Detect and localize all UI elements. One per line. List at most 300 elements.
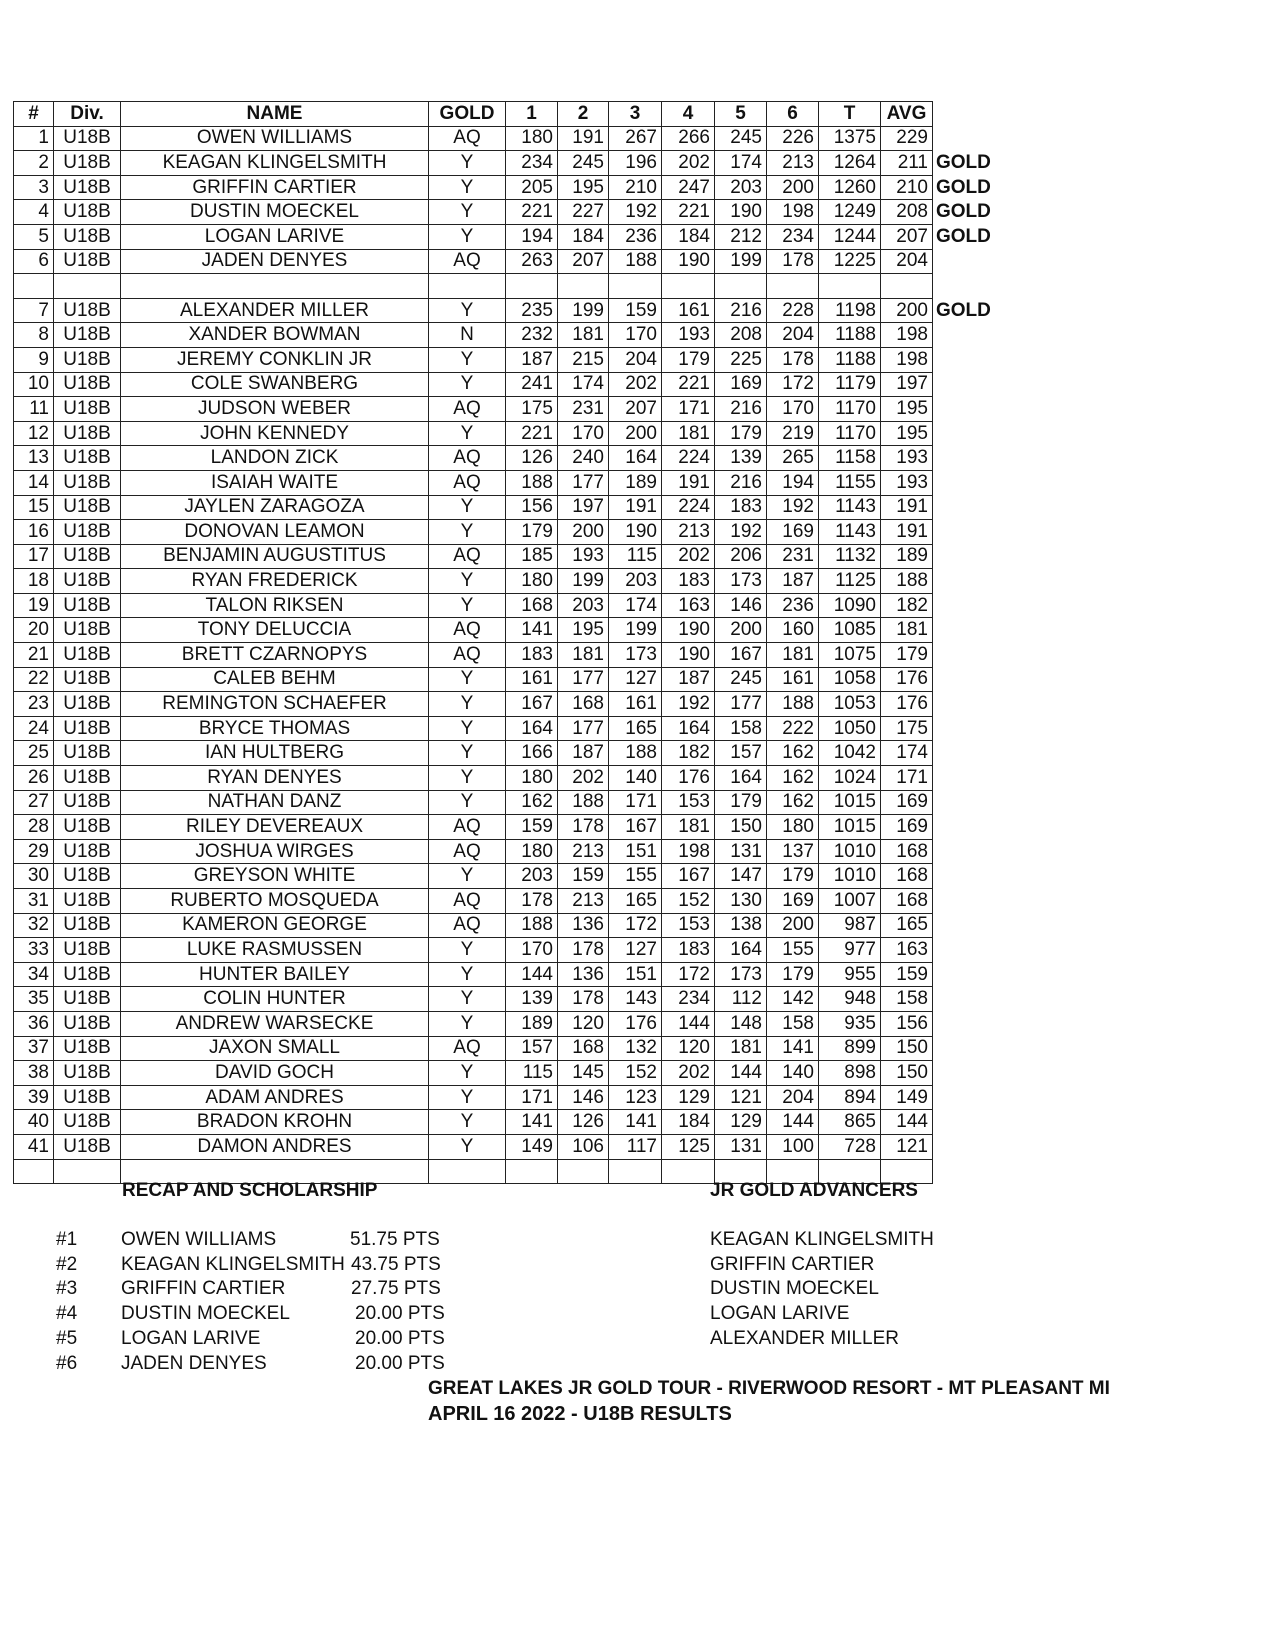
rank-cell: 32 xyxy=(14,913,54,938)
division-cell: U18B xyxy=(54,667,121,692)
result-row xyxy=(14,1134,1003,1159)
game-6-score: 162 xyxy=(767,741,819,766)
gold-status-cell: AQ xyxy=(429,470,506,495)
total-score: 1225 xyxy=(819,249,881,274)
game-5-score: 212 xyxy=(715,224,767,249)
gold-status-cell: Y xyxy=(429,741,506,766)
division-cell: U18B xyxy=(54,397,121,422)
advancer-name: LOGAN LARIVE xyxy=(710,1303,850,1324)
rank-cell: 26 xyxy=(14,766,54,791)
game-1-score: 221 xyxy=(506,200,558,225)
game-5-score: 183 xyxy=(715,495,767,520)
name-cell: DAVID GOCH xyxy=(121,1061,429,1086)
rank-cell: 17 xyxy=(14,544,54,569)
gold-advancer-mark xyxy=(933,766,1003,791)
game-6-score: 142 xyxy=(767,987,819,1012)
game-1-score xyxy=(506,274,558,299)
game-5-score: 173 xyxy=(715,962,767,987)
gold-status-cell: Y xyxy=(429,520,506,545)
game-4-score: 266 xyxy=(662,126,715,151)
gold-status-cell: AQ xyxy=(429,913,506,938)
average-score: 168 xyxy=(881,889,933,914)
rank-cell: 37 xyxy=(14,1036,54,1061)
division-cell: U18B xyxy=(54,962,121,987)
game-3-score: 189 xyxy=(609,470,662,495)
name-cell: ISAIAH WAITE xyxy=(121,470,429,495)
result-row xyxy=(14,889,1003,914)
average-score: 171 xyxy=(881,766,933,791)
rank-cell: 13 xyxy=(14,446,54,471)
game-1-score: 171 xyxy=(506,1085,558,1110)
name-cell: NATHAN DANZ xyxy=(121,790,429,815)
result-row xyxy=(14,667,1003,692)
gold-status-cell: Y xyxy=(429,1085,506,1110)
game-4-score: 184 xyxy=(662,224,715,249)
game-6-score: 222 xyxy=(767,716,819,741)
total-score: 1042 xyxy=(819,741,881,766)
total-score: 1155 xyxy=(819,470,881,495)
game-3-score: 151 xyxy=(609,839,662,864)
game-6-score: 228 xyxy=(767,298,819,323)
game-6-score: 178 xyxy=(767,347,819,372)
game-5-score: 158 xyxy=(715,716,767,741)
game-3-score: 192 xyxy=(609,200,662,225)
game-5-score: 179 xyxy=(715,421,767,446)
average-score: 168 xyxy=(881,839,933,864)
game-1-score: 167 xyxy=(506,692,558,717)
gold-advancer-mark xyxy=(933,126,1003,151)
gold-advancer-mark: GOLD xyxy=(936,299,991,321)
game-6-score xyxy=(767,274,819,299)
rank-cell: 39 xyxy=(14,1085,54,1110)
division-cell: U18B xyxy=(54,864,121,889)
game-1-score: 263 xyxy=(506,249,558,274)
game-5-score: 131 xyxy=(715,839,767,864)
gold-advancer-mark xyxy=(933,544,1003,569)
header-row xyxy=(14,102,1003,127)
game-5-score: 199 xyxy=(715,249,767,274)
game-1-score: 187 xyxy=(506,347,558,372)
game-5-score: 139 xyxy=(715,446,767,471)
game-3-score: 188 xyxy=(609,741,662,766)
game-1-score: 166 xyxy=(506,741,558,766)
game-3-score: 204 xyxy=(609,347,662,372)
result-row xyxy=(14,520,1003,545)
game-4-score: 181 xyxy=(662,421,715,446)
recap-name: DUSTIN MOECKEL xyxy=(121,1303,290,1324)
total-score: 1132 xyxy=(819,544,881,569)
game-2-score: 200 xyxy=(558,520,609,545)
rank-cell xyxy=(14,1159,54,1184)
result-row xyxy=(14,224,1003,249)
game-3-score: 141 xyxy=(609,1110,662,1135)
game-4-score: 179 xyxy=(662,347,715,372)
game-5-score: 216 xyxy=(715,298,767,323)
game-1-score: 141 xyxy=(506,618,558,643)
game-4-score: 167 xyxy=(662,864,715,889)
gold-status-cell: AQ xyxy=(429,544,506,569)
game-6-score: 162 xyxy=(767,790,819,815)
division-cell: U18B xyxy=(54,200,121,225)
name-cell: BENJAMIN AUGUSTITUS xyxy=(121,544,429,569)
result-row xyxy=(14,1061,1003,1086)
gold-advancer-mark xyxy=(933,716,1003,741)
total-score: 1188 xyxy=(819,347,881,372)
game-1-score: 188 xyxy=(506,470,558,495)
game-2-score xyxy=(558,274,609,299)
name-cell: BRADON KROHN xyxy=(121,1110,429,1135)
game-4-score xyxy=(662,1159,715,1184)
name-cell: GRIFFIN CARTIER xyxy=(121,175,429,200)
game-4-score: 153 xyxy=(662,913,715,938)
game-5-score: 144 xyxy=(715,1061,767,1086)
game-5-score: 216 xyxy=(715,470,767,495)
gold-advancer-mark xyxy=(933,347,1003,372)
gold-status-cell: Y xyxy=(429,864,506,889)
gold-advancer-mark xyxy=(933,1159,1003,1184)
total-score: 987 xyxy=(819,913,881,938)
game-2-score: 159 xyxy=(558,864,609,889)
game-3-score xyxy=(609,1159,662,1184)
game-4-score: 176 xyxy=(662,766,715,791)
rank-cell: 3 xyxy=(14,175,54,200)
gold-status-cell: AQ xyxy=(429,249,506,274)
game-1-score: 175 xyxy=(506,397,558,422)
rank-cell: 30 xyxy=(14,864,54,889)
col-header-gold: GOLD xyxy=(429,102,506,127)
result-row xyxy=(14,618,1003,643)
gold-status-cell: N xyxy=(429,323,506,348)
division-cell: U18B xyxy=(54,938,121,963)
average-score: 175 xyxy=(881,716,933,741)
rank-cell: 7 xyxy=(14,298,54,323)
game-6-score: 192 xyxy=(767,495,819,520)
total-score: 1053 xyxy=(819,692,881,717)
game-4-score: 198 xyxy=(662,839,715,864)
total-score: 1010 xyxy=(819,864,881,889)
results-body xyxy=(14,126,1003,1184)
game-5-score: 203 xyxy=(715,175,767,200)
division-cell: U18B xyxy=(54,1011,121,1036)
name-cell: DONOVAN LEAMON xyxy=(121,520,429,545)
gold-status-cell: Y xyxy=(429,298,506,323)
gold-advancer-mark xyxy=(933,643,1003,668)
game-1-score: 161 xyxy=(506,667,558,692)
game-4-score: 120 xyxy=(662,1036,715,1061)
game-6-score: 213 xyxy=(767,151,819,176)
recap-points: 20.00 PTS xyxy=(355,1328,445,1349)
recap-name: LOGAN LARIVE xyxy=(121,1328,261,1349)
game-5-score: 164 xyxy=(715,766,767,791)
total-score: 935 xyxy=(819,1011,881,1036)
division-cell: U18B xyxy=(54,520,121,545)
game-1-score: 188 xyxy=(506,913,558,938)
rank-cell: 4 xyxy=(14,200,54,225)
game-1-score xyxy=(506,1159,558,1184)
game-6-score: 234 xyxy=(767,224,819,249)
total-score: 1024 xyxy=(819,766,881,791)
game-3-score: 140 xyxy=(609,766,662,791)
total-score: 1264 xyxy=(819,151,881,176)
result-row xyxy=(14,151,1003,176)
total-score: 1015 xyxy=(819,815,881,840)
name-cell: TALON RIKSEN xyxy=(121,593,429,618)
name-cell: GREYSON WHITE xyxy=(121,864,429,889)
total-score: 1375 xyxy=(819,126,881,151)
game-3-score: 123 xyxy=(609,1085,662,1110)
game-1-score: 205 xyxy=(506,175,558,200)
game-2-score: 106 xyxy=(558,1134,609,1159)
result-row xyxy=(14,815,1003,840)
game-3-score: 172 xyxy=(609,913,662,938)
game-4-score: 202 xyxy=(662,544,715,569)
average-score: 195 xyxy=(881,421,933,446)
game-2-score: 178 xyxy=(558,938,609,963)
game-6-score: 198 xyxy=(767,200,819,225)
division-cell: U18B xyxy=(54,1061,121,1086)
game-2-score: 174 xyxy=(558,372,609,397)
name-cell: JEREMY CONKLIN JR xyxy=(121,347,429,372)
average-score: 163 xyxy=(881,938,933,963)
game-4-score: 191 xyxy=(662,470,715,495)
total-score: 948 xyxy=(819,987,881,1012)
game-2-score: 187 xyxy=(558,741,609,766)
name-cell: COLIN HUNTER xyxy=(121,987,429,1012)
gold-advancer-mark xyxy=(933,593,1003,618)
result-row xyxy=(14,962,1003,987)
division-cell xyxy=(54,1159,121,1184)
name-cell: BRETT CZARNOPYS xyxy=(121,643,429,668)
average-score: 156 xyxy=(881,1011,933,1036)
result-row xyxy=(14,766,1003,791)
gold-status-cell: Y xyxy=(429,790,506,815)
average-score: 188 xyxy=(881,569,933,594)
game-6-score: 169 xyxy=(767,520,819,545)
result-row xyxy=(14,938,1003,963)
game-1-score: 157 xyxy=(506,1036,558,1061)
game-2-score: 199 xyxy=(558,298,609,323)
game-4-score: 202 xyxy=(662,1061,715,1086)
gold-status-cell: Y xyxy=(429,692,506,717)
result-row xyxy=(14,347,1003,372)
game-3-score: 171 xyxy=(609,790,662,815)
average-score: 159 xyxy=(881,962,933,987)
gold-advancer-mark xyxy=(933,397,1003,422)
total-score: 1007 xyxy=(819,889,881,914)
gold-advancer-mark: GOLD xyxy=(936,201,991,223)
col-header-avg: AVG xyxy=(881,102,933,127)
game-5-score: 129 xyxy=(715,1110,767,1135)
recap-title: RECAP AND SCHOLARSHIP xyxy=(122,1180,378,1201)
game-3-score: 165 xyxy=(609,716,662,741)
game-6-score: 144 xyxy=(767,1110,819,1135)
col-header-game-3: 3 xyxy=(609,102,662,127)
results-subtitle: APRIL 16 2022 - U18B RESULTS xyxy=(428,1403,732,1425)
gold-status-cell: Y xyxy=(429,421,506,446)
game-5-score: 148 xyxy=(715,1011,767,1036)
rank-cell: 36 xyxy=(14,1011,54,1036)
game-3-score: 176 xyxy=(609,1011,662,1036)
average-score: 191 xyxy=(881,520,933,545)
game-2-score: 202 xyxy=(558,766,609,791)
rank-cell: 19 xyxy=(14,593,54,618)
name-cell: LANDON ZICK xyxy=(121,446,429,471)
recap-points: 20.00 PTS xyxy=(355,1353,445,1374)
game-5-score: 225 xyxy=(715,347,767,372)
result-row xyxy=(14,790,1003,815)
game-6-score: 236 xyxy=(767,593,819,618)
game-6-score: 178 xyxy=(767,249,819,274)
result-row xyxy=(14,643,1003,668)
game-4-score: 161 xyxy=(662,298,715,323)
total-score: 1143 xyxy=(819,520,881,545)
gold-status-cell: Y xyxy=(429,569,506,594)
total-score: 1158 xyxy=(819,446,881,471)
game-2-score: 227 xyxy=(558,200,609,225)
game-1-score: 149 xyxy=(506,1134,558,1159)
division-cell: U18B xyxy=(54,126,121,151)
game-2-score: 181 xyxy=(558,323,609,348)
gold-advancer-mark xyxy=(933,667,1003,692)
gold-advancer-mark xyxy=(933,987,1003,1012)
average-score: 193 xyxy=(881,470,933,495)
name-cell: XANDER BOWMAN xyxy=(121,323,429,348)
game-1-score: 164 xyxy=(506,716,558,741)
game-4-score: 221 xyxy=(662,200,715,225)
division-cell: U18B xyxy=(54,249,121,274)
result-row xyxy=(14,372,1003,397)
gold-advancer-mark xyxy=(933,495,1003,520)
game-2-score: 215 xyxy=(558,347,609,372)
division-cell: U18B xyxy=(54,716,121,741)
average-score: 158 xyxy=(881,987,933,1012)
rank-cell: 12 xyxy=(14,421,54,446)
game-4-score: 193 xyxy=(662,323,715,348)
gold-advancer-mark xyxy=(933,274,1003,299)
gold-status-cell: AQ xyxy=(429,839,506,864)
total-score: 1090 xyxy=(819,593,881,618)
game-4-score: 213 xyxy=(662,520,715,545)
game-3-score: 127 xyxy=(609,938,662,963)
gold-advancer-mark xyxy=(933,913,1003,938)
game-1-score: 194 xyxy=(506,224,558,249)
result-row xyxy=(14,175,1003,200)
game-2-score: 168 xyxy=(558,692,609,717)
game-5-score: 181 xyxy=(715,1036,767,1061)
col-header-rank: # xyxy=(14,102,54,127)
game-3-score: 117 xyxy=(609,1134,662,1159)
game-4-score: 224 xyxy=(662,495,715,520)
average-score: 198 xyxy=(881,323,933,348)
total-score: 1198 xyxy=(819,298,881,323)
average-score: 165 xyxy=(881,913,933,938)
name-cell: RYAN FREDERICK xyxy=(121,569,429,594)
game-3-score: 188 xyxy=(609,249,662,274)
gold-status-cell: Y xyxy=(429,495,506,520)
average-score: 208 xyxy=(881,200,933,225)
gold-advancer-mark xyxy=(933,741,1003,766)
average-score: 169 xyxy=(881,790,933,815)
gold-advancer-mark xyxy=(933,470,1003,495)
game-3-score: 152 xyxy=(609,1061,662,1086)
game-2-score: 177 xyxy=(558,667,609,692)
result-row xyxy=(14,716,1003,741)
total-score: 1170 xyxy=(819,397,881,422)
name-cell: DAMON ANDRES xyxy=(121,1134,429,1159)
division-cell: U18B xyxy=(54,593,121,618)
gold-status-cell: Y xyxy=(429,224,506,249)
game-6-score: 194 xyxy=(767,470,819,495)
division-cell: U18B xyxy=(54,470,121,495)
total-score xyxy=(819,274,881,299)
total-score: 894 xyxy=(819,1085,881,1110)
division-cell: U18B xyxy=(54,839,121,864)
game-6-score: 160 xyxy=(767,618,819,643)
advancers-title: JR GOLD ADVANCERS xyxy=(710,1180,918,1201)
gold-status-cell: Y xyxy=(429,347,506,372)
name-cell: LUKE RASMUSSEN xyxy=(121,938,429,963)
game-3-score: 115 xyxy=(609,544,662,569)
game-6-score: 140 xyxy=(767,1061,819,1086)
total-score: 1125 xyxy=(819,569,881,594)
average-score: 176 xyxy=(881,667,933,692)
game-5-score: 177 xyxy=(715,692,767,717)
game-3-score: 174 xyxy=(609,593,662,618)
game-6-score: 188 xyxy=(767,692,819,717)
game-6-score: 162 xyxy=(767,766,819,791)
game-1-score: 232 xyxy=(506,323,558,348)
col-header-game-6: 6 xyxy=(767,102,819,127)
game-1-score: 241 xyxy=(506,372,558,397)
division-cell: U18B xyxy=(54,544,121,569)
gold-advancer-mark xyxy=(933,569,1003,594)
game-5-score: 190 xyxy=(715,200,767,225)
recap-place: #5 xyxy=(56,1328,78,1349)
rank-cell: 31 xyxy=(14,889,54,914)
game-6-score: 169 xyxy=(767,889,819,914)
game-4-score: 190 xyxy=(662,643,715,668)
recap-place: #6 xyxy=(56,1353,78,1374)
total-score: 1170 xyxy=(819,421,881,446)
game-1-score: 189 xyxy=(506,1011,558,1036)
game-2-score: 120 xyxy=(558,1011,609,1036)
gold-advancer-mark xyxy=(933,1085,1003,1110)
game-4-score: 202 xyxy=(662,151,715,176)
game-1-score: 234 xyxy=(506,151,558,176)
game-1-score: 162 xyxy=(506,790,558,815)
col-header-name: NAME xyxy=(121,102,429,127)
gold-status-cell: Y xyxy=(429,987,506,1012)
game-2-score: 126 xyxy=(558,1110,609,1135)
name-cell: JAXON SMALL xyxy=(121,1036,429,1061)
rank-cell: 14 xyxy=(14,470,54,495)
name-cell: JOHN KENNEDY xyxy=(121,421,429,446)
average-score: 179 xyxy=(881,643,933,668)
game-6-score: 219 xyxy=(767,421,819,446)
gold-advancer-mark xyxy=(933,421,1003,446)
total-score: 1179 xyxy=(819,372,881,397)
game-1-score: 139 xyxy=(506,987,558,1012)
name-cell: COLE SWANBERG xyxy=(121,372,429,397)
gold-advancer-mark xyxy=(933,1110,1003,1135)
name-cell: ANDREW WARSECKE xyxy=(121,1011,429,1036)
gold-status-cell: AQ xyxy=(429,397,506,422)
name-cell: HUNTER BAILEY xyxy=(121,962,429,987)
average-score: 191 xyxy=(881,495,933,520)
rank-cell: 20 xyxy=(14,618,54,643)
advancer-name: ALEXANDER MILLER xyxy=(710,1328,900,1349)
col-header-game-1: 1 xyxy=(506,102,558,127)
